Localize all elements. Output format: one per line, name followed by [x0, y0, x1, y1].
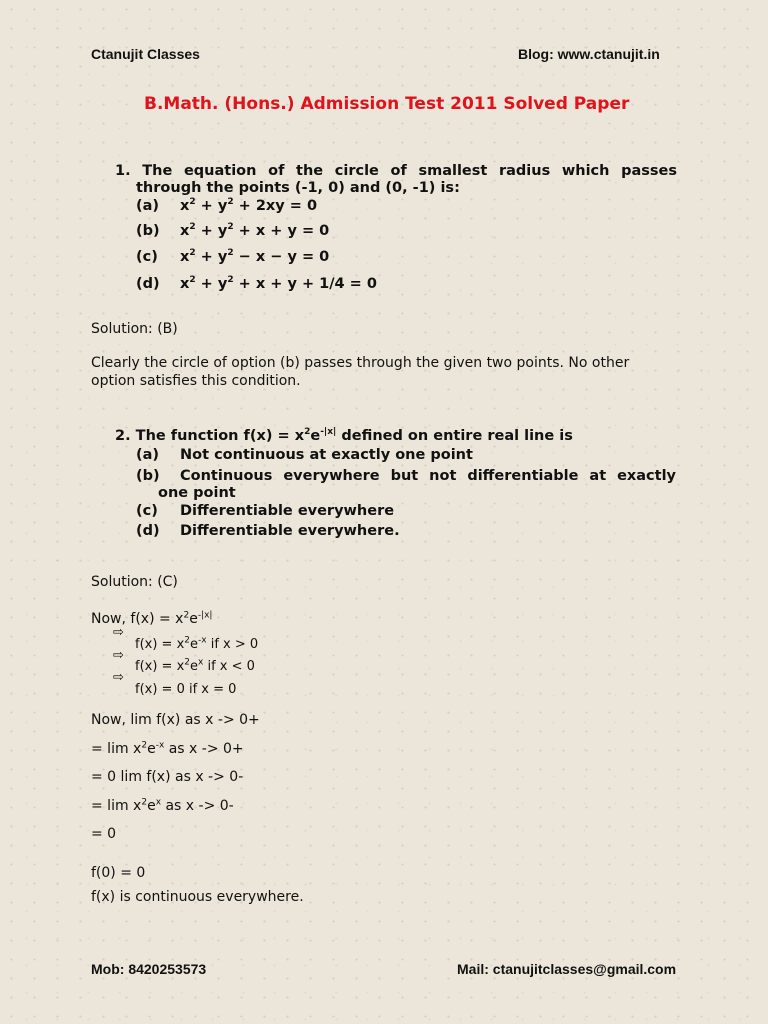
question-2-stem: 2. The function $f(x) = x^2e^{-|x|}$ defined on entire real line is [115, 427, 573, 444]
question-1-number: 1. [115, 163, 131, 179]
option-label: (d) [136, 523, 160, 539]
question-2-number: 2. [115, 428, 131, 444]
option-label: (c) [136, 249, 158, 265]
header-right: Blog: www.ctanujit.in [518, 46, 660, 62]
option-text: Differentiable everywhere. [180, 523, 400, 539]
question-1-explanation-line2: option satisfies this condition. [91, 373, 301, 389]
option-text: $x^2 + y^2 + x + y = 0$ [180, 222, 330, 239]
option-label: (a) [136, 447, 160, 463]
question-1-explanation-line1: Clearly the circle of option (b) passes through the given two points. No other [91, 355, 630, 371]
work-line-9: = 0 [91, 826, 117, 842]
question-2-solution: Solution: (C) [91, 574, 178, 590]
header-left: Ctanujit Classes [91, 46, 200, 62]
implies-arrow-icon: ⇨ [113, 670, 124, 685]
option-text: Continuous everywhere but not differentiable at exactly [180, 468, 676, 484]
work-line-5: Now, lim f(x) as x -> 0+ [91, 712, 260, 728]
question-2-option-d [136, 522, 400, 541]
page-title: B.Math. (Hons.) Admission Test 2011 Solved Paper [144, 94, 630, 114]
footer-right: Mail: ctanujitclasses@gmail.com [457, 961, 677, 977]
footer-left: Mob: 8420253573 [91, 961, 207, 977]
question-1-solution: Solution: (B) [91, 321, 178, 337]
work-line-8: = $\lim x^2e^x$ as x -> 0- [91, 797, 234, 814]
question-1-option-b [136, 222, 329, 241]
question-1-option-d [136, 275, 377, 294]
question-2-option-c [136, 502, 394, 521]
work-line-7: = 0 lim f(x) as x -> 0- [91, 769, 244, 785]
option-label: (a) [136, 198, 160, 214]
work-line-3: $f(x) = x^2e^x$ if x < 0 [135, 657, 255, 674]
option-label: (b) [136, 223, 160, 239]
question-1-option-a [136, 197, 317, 216]
option-text: $x^2 + y^2 + 2xy = 0$ [180, 197, 318, 214]
option-text: $x^2 + y^2 + x + y + 1/4 = 0$ [180, 275, 377, 292]
work-line-11: f(x) is continuous everywhere. [91, 889, 304, 905]
question-1-option-c [136, 248, 329, 267]
option-text: Not continuous at exactly one point [180, 447, 473, 463]
question-2-option-b [136, 467, 676, 503]
implies-arrow-icon: ⇨ [113, 625, 124, 640]
option-label: (b) [136, 468, 160, 484]
option-text: Differentiable everywhere [180, 503, 395, 519]
work-line-10: f(0) = 0 [91, 865, 146, 881]
question-1-stem-line1: The equation of the circle of smallest radius which passes [142, 163, 677, 179]
work-line-1: Now, $f(x) = x^2e^{-|x|}$ [91, 610, 213, 627]
option-text: $x^2 + y^2 - x - y = 0$ [180, 248, 330, 265]
work-line-6: = $\lim x^2e^{-x}$ as x -> 0+ [91, 740, 244, 757]
option-text-continued: one point [158, 485, 236, 501]
question-1 [115, 162, 677, 198]
option-label: (c) [136, 503, 158, 519]
question-2-option-a [136, 446, 473, 465]
question-1-stem-line2: through the points (-1, 0) and (0, -1) is: [136, 180, 460, 196]
work-line-4: f(x) = 0 if x = 0 [135, 682, 237, 697]
implies-arrow-icon: ⇨ [113, 648, 124, 663]
work-line-2: $f(x) = x^2e^{-x}$ if x > 0 [135, 635, 259, 652]
option-label: (d) [136, 276, 160, 292]
